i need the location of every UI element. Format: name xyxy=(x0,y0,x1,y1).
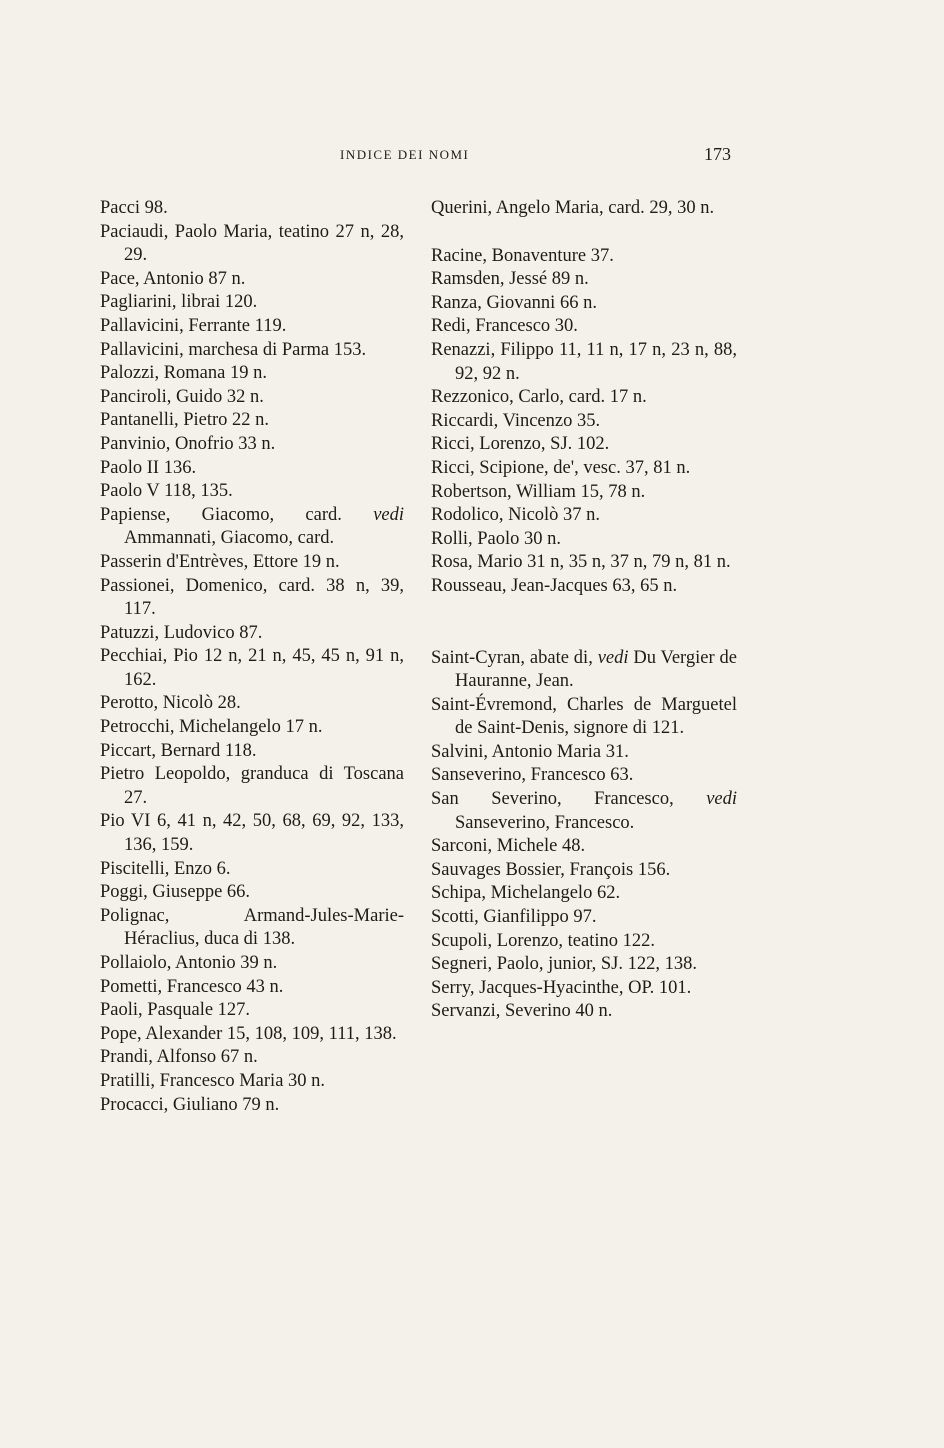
index-entry: Pace, Antonio 87 n. xyxy=(100,268,246,289)
index-column-right xyxy=(431,197,737,1024)
index-entry: Perotto, Nicolò 28. xyxy=(100,693,241,714)
index-entry: Pagliarini, librai 120. xyxy=(100,292,258,313)
index-entry: Ramsden, Jessé 89 n. xyxy=(431,269,589,290)
index-entry: Rolli, Paolo 30 n. xyxy=(431,528,562,549)
index-entry: Riccardi, Vincenzo 35. xyxy=(431,410,601,431)
index-entry: Polignac, Armand-Jules-Marie-Héraclius, duca di 138. xyxy=(100,905,404,950)
index-entry: Paciaudi, Paolo Maria, teatino 27 n, 28, 29. xyxy=(100,221,404,266)
index-entry: Palozzi, Romana 19 n. xyxy=(100,363,267,384)
index-entry: Passionei, Domenico, card. 38 n, 39, 117. xyxy=(100,575,404,620)
index-entry: Panciroli, Guido 32 n. xyxy=(100,386,264,407)
letter-section-gap xyxy=(431,221,737,245)
index-entry: Rosa, Mario 31 n, 35 n, 37 n, 79 n, 81 n. xyxy=(431,552,731,573)
index-entry: Pollaiolo, Antonio 39 n. xyxy=(100,953,278,973)
index-entry: Poggi, Giuseppe 66. xyxy=(100,882,251,903)
index-entry: Pietro Leopoldo, granduca di Toscana 27. xyxy=(100,764,404,808)
index-entry: Pometti, Francesco 43 n. xyxy=(100,976,284,997)
index-entry: Saint-Évremond, Charles de Marguetel de Saint-Denis, signore di 121. xyxy=(431,694,737,739)
running-header: INDICE DEI NOMI xyxy=(340,147,470,162)
index-entry: San Severino, Francesco, vedi Sanseverino, Francesco. xyxy=(431,789,737,833)
index-entry: Ricci, Scipione, de', vesc. 37, 81 n. xyxy=(431,457,691,478)
index-entry: Pope, Alexander 15, 108, 109, 111, 138. xyxy=(100,1023,397,1044)
index-entry: Piccart, Bernard 118. xyxy=(100,740,257,761)
index-entry: Passerin d'Entrèves, Ettore 19 n. xyxy=(100,551,340,572)
index-entry: Pio VI 6, 41 n, 42, 50, 68, 69, 92, 133, 136, 159. xyxy=(100,811,404,856)
index-entry: Sauvages Bossier, François 156. xyxy=(431,859,671,880)
index-entry: Rezzonico, Carlo, card. 17 n. xyxy=(431,387,647,408)
index-entry: Rodolico, Nicolò 37 n. xyxy=(431,505,601,526)
index-entry: Scotti, Gianfilippo 97. xyxy=(431,907,597,928)
index-entry: Pacci 98. xyxy=(100,198,168,218)
index-entry: Ranza, Giovanni 66 n. xyxy=(431,292,597,313)
page-number: 173 xyxy=(704,144,731,164)
index-entry: Querini, Angelo Maria, card. 29, 30 n. xyxy=(431,198,715,218)
index-entry: Pallavicini, Ferrante 119. xyxy=(100,315,287,336)
index-entry: Paolo V 118, 135. xyxy=(100,481,233,502)
index-entry: Saint-Cyran, abate di, vedi Du Vergier de Hauranne, Jean. xyxy=(431,647,737,692)
index-entry: Patuzzi, Ludovico 87. xyxy=(100,622,263,643)
index-entry: Redi, Francesco 30. xyxy=(431,316,578,337)
index-column-left xyxy=(100,197,404,1117)
letter-section-gap xyxy=(431,599,737,647)
index-entry: Scupoli, Lorenzo, teatino 122. xyxy=(431,930,656,951)
index-entry: Segneri, Paolo, junior, SJ. 122, 138. xyxy=(431,954,697,975)
index-entry: Piscitelli, Enzo 6. xyxy=(100,858,231,879)
index-entry: Racine, Bonaventure 37. xyxy=(431,245,614,266)
index-entry: Pallavicini, marchesa di Parma 153. xyxy=(100,339,367,360)
index-entry: Ricci, Lorenzo, SJ. 102. xyxy=(431,434,610,455)
index-entry: Rousseau, Jean-Jacques 63, 65 n. xyxy=(431,575,678,596)
index-entry: Sarconi, Michele 48. xyxy=(431,836,586,857)
index-entry: Procacci, Giuliano 79 n. xyxy=(100,1094,280,1115)
index-entry: Renazzi, Filippo 11, 11 n, 17 n, 23 n, 88, 92, 92 n. xyxy=(431,339,737,384)
index-entry: Salvini, Antonio Maria 31. xyxy=(431,741,629,762)
index-entry: Paoli, Pasquale 127. xyxy=(100,1000,251,1021)
index-entry: Robertson, William 15, 78 n. xyxy=(431,481,646,502)
index-entry: Papiense, Giacomo, card. vedi Ammannati, Giacomo, card. xyxy=(100,504,404,549)
index-entry: Pratilli, Francesco Maria 30 n. xyxy=(100,1070,326,1091)
index-entry: Sanseverino, Francesco 63. xyxy=(431,765,634,786)
index-entry: Pecchiai, Pio 12 n, 21 n, 45, 45 n, 91 n, 162. xyxy=(100,646,404,690)
index-entry: Serry, Jacques-Hyacinthe, OP. 101. xyxy=(431,977,692,998)
index-entry: Pantanelli, Pietro 22 n. xyxy=(100,410,270,431)
index-entry: Servanzi, Severino 40 n. xyxy=(431,1001,613,1022)
index-entry: Petrocchi, Michelangelo 17 n. xyxy=(100,717,323,738)
index-entry: Prandi, Alfonso 67 n. xyxy=(100,1047,258,1068)
index-entry: Schipa, Michelangelo 62. xyxy=(431,883,621,904)
index-entry: Panvinio, Onofrio 33 n. xyxy=(100,433,276,454)
index-entry: Paolo II 136. xyxy=(100,457,197,478)
